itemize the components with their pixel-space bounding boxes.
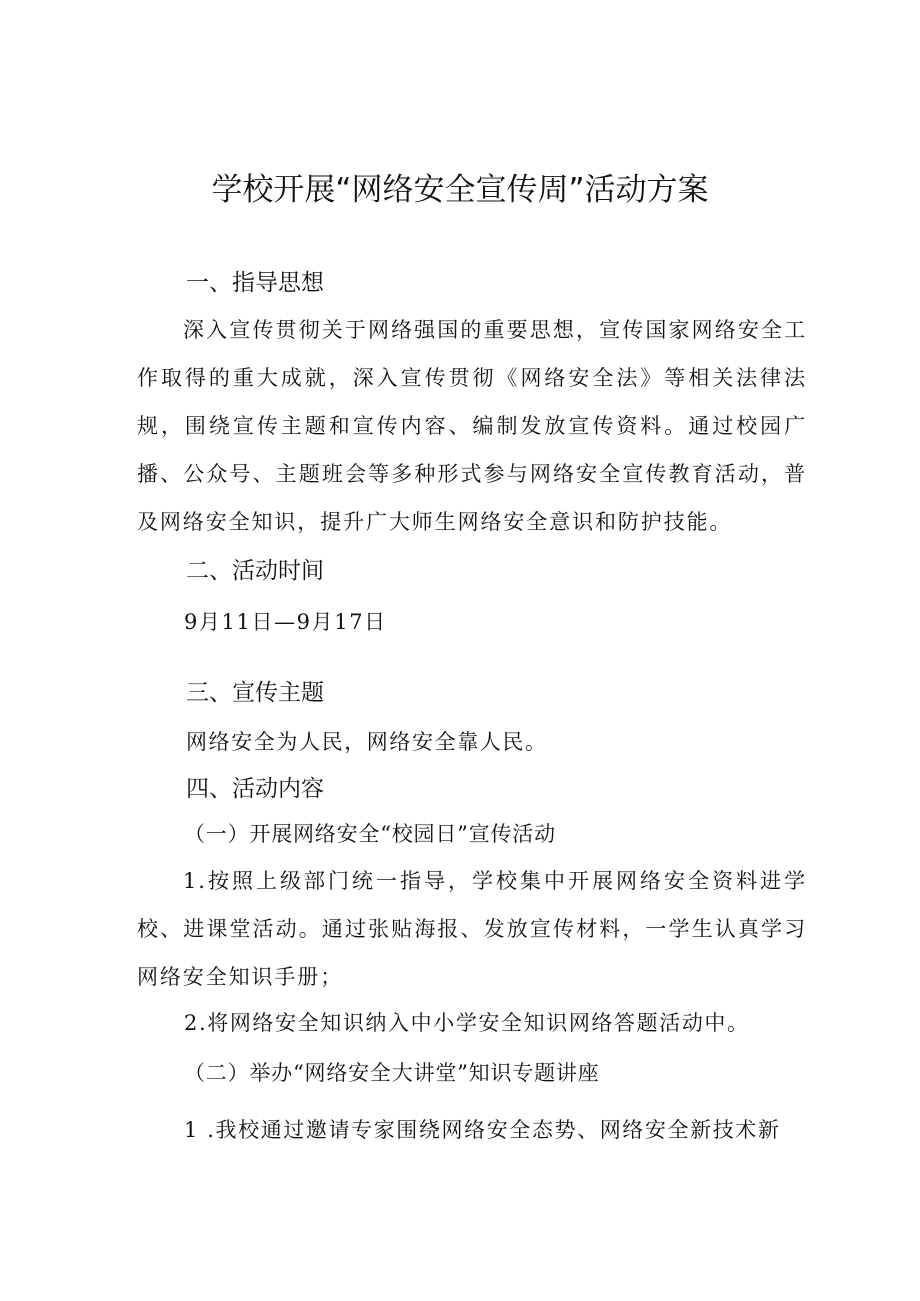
section-heading-activity-time: 二、活动时间 <box>186 558 324 584</box>
section-heading-theme: 三、宣传主题 <box>186 680 324 706</box>
section-heading-activity-content: 四、活动内容 <box>186 776 324 802</box>
campus-day-item-1: 1.按照上级部门统一指导，学校集中开展网络安全资料进学校、进课堂活动。通过张贴海报、发放宣传材料，一学生认真学习网络安全知识手册； <box>137 869 807 989</box>
section-body-guiding-ideology: 深入宣传贯彻关于网络强国的重要思想，宣传国家网络安全工作取得的重大成就，深入宣传贯彻《网络安全法》等相关法律法规，围绕宣传主题和宣传内容、编制发放宣传资料。通过校园广播、公众号、主题班会等多种形式参与网络安全宣传教育活动，普及网络安全知识，提升广大师生网络安全意识和防护技能。 <box>137 318 807 534</box>
document-title: 学校开展“网络安全宣传周”活动方案 <box>211 172 709 208</box>
activity-time-range: 9月11日—9月17日 <box>184 610 387 634</box>
campus-day-item-2: 2.将网络安全知识纳入中小学安全知识网络答题活动中。 <box>184 1011 750 1035</box>
lecture-item-1: 1 .我校通过邀请专家围绕网络安全态势、网络安全新技术新 <box>184 1118 781 1142</box>
subsection-heading-lecture: （二）举办“网络安全大讲堂”知识专题讲座 <box>184 1061 600 1085</box>
theme-text: 网络安全为人民，网络安全靠人民。 <box>186 730 548 754</box>
subsection-heading-campus-day: （一）开展网络安全“校园日”宣传活动 <box>184 822 556 846</box>
section-heading-guiding-ideology: 一、指导思想 <box>186 270 324 296</box>
